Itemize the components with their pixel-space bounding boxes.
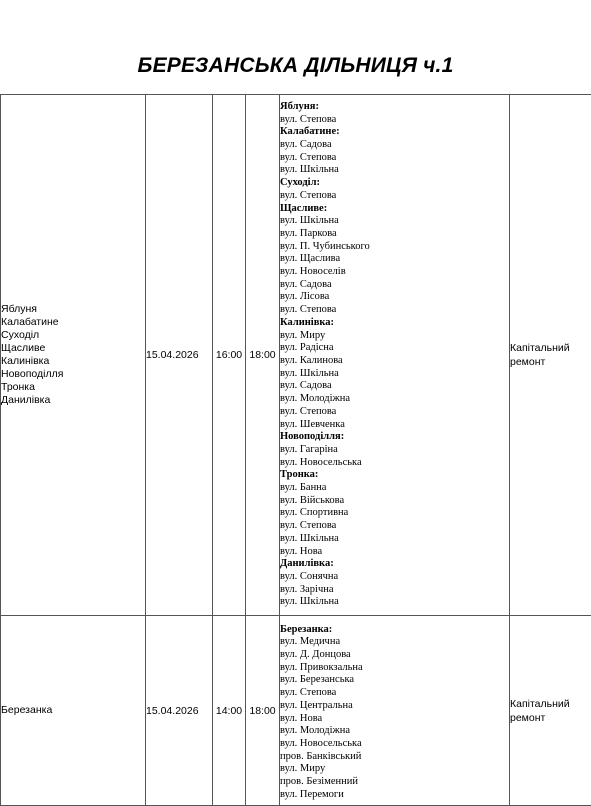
street-name: вул. Центральна	[280, 700, 509, 713]
village-name: Данилівка	[1, 394, 145, 407]
date-cell: 15.04.2026	[146, 616, 213, 806]
street-name: вул. Новосельська	[280, 738, 509, 751]
street-name: вул. Шкільна	[280, 215, 509, 228]
street-name: вул. Перемоги	[280, 789, 509, 802]
street-name: вул. Молодіжна	[280, 393, 509, 406]
streets-cell	[280, 616, 510, 806]
street-name: вул. Степова	[280, 190, 509, 203]
village-name: Калинівка	[1, 355, 145, 368]
street-name: вул. Новосельська	[280, 457, 509, 470]
street-name: вул. Молодіжна	[280, 725, 509, 738]
street-name: вул. Березанська	[280, 674, 509, 687]
reason-text: ремонт	[510, 355, 591, 369]
reason-text: Капітальний	[510, 697, 591, 711]
villages-cell	[1, 616, 146, 806]
table-row	[1, 95, 591, 616]
street-name: вул. Лісова	[280, 291, 509, 304]
street-name: вул. Спортивна	[280, 507, 509, 520]
street-name: вул. Шкільна	[280, 368, 509, 381]
reason-cell	[510, 95, 591, 616]
reason-cell	[510, 616, 591, 806]
settlement-heading: Новоподілля:	[280, 431, 509, 444]
settlement-heading: Калинівка:	[280, 317, 509, 330]
street-name: вул. Шкільна	[280, 596, 509, 609]
villages-cell	[1, 95, 146, 616]
village-name: Березанка	[1, 704, 145, 717]
street-name: вул. Медична	[280, 636, 509, 649]
street-name: вул. Степова	[280, 406, 509, 419]
settlement-heading: Калабатине:	[280, 126, 509, 139]
settlement-heading: Березанка:	[280, 624, 509, 637]
street-name: вул. Привокзальна	[280, 662, 509, 675]
street-name: вул. Шкільна	[280, 533, 509, 546]
street-name: вул. Калинова	[280, 355, 509, 368]
reason-text: Капітальний	[510, 341, 591, 355]
village-name: Щасливе	[1, 342, 145, 355]
village-name: Суходіл	[1, 329, 145, 342]
street-name: вул. Шкільна	[280, 164, 509, 177]
street-name: вул. Степова	[280, 152, 509, 165]
village-name: Калабатине	[1, 316, 145, 329]
street-name: вул. Радісна	[280, 342, 509, 355]
street-name: вул. Миру	[280, 763, 509, 776]
street-name: пров. Безіменний	[280, 776, 509, 789]
streets-cell	[280, 95, 510, 616]
street-name: вул. Д. Донцова	[280, 649, 509, 662]
street-name: вул. П. Чубинського	[280, 241, 509, 254]
village-name: Яблуня	[1, 303, 145, 316]
street-name: пров. Банківський	[280, 751, 509, 764]
village-name: Новоподілля	[1, 368, 145, 381]
date-cell: 15.04.2026	[146, 95, 213, 616]
street-name: вул. Військова	[280, 495, 509, 508]
street-name: вул. Садова	[280, 279, 509, 292]
street-name: вул. Степова	[280, 304, 509, 317]
settlement-heading: Данилівка:	[280, 558, 509, 571]
street-name: вул. Садова	[280, 139, 509, 152]
street-name: вул. Шевченка	[280, 419, 509, 432]
street-name: вул. Паркова	[280, 228, 509, 241]
street-name: вул. Миру	[280, 330, 509, 343]
settlement-heading: Щасливе:	[280, 203, 509, 216]
street-name: вул. Щаслива	[280, 253, 509, 266]
time-to-cell: 18:00	[246, 95, 280, 616]
street-name: вул. Сонячна	[280, 571, 509, 584]
settlement-heading: Суходіл:	[280, 177, 509, 190]
outage-schedule-table	[0, 94, 591, 806]
time-from-cell: 16:00	[213, 95, 246, 616]
village-name: Тронка	[1, 381, 145, 394]
street-name: вул. Степова	[280, 114, 509, 127]
street-name: вул. Банна	[280, 482, 509, 495]
street-name: вул. Садова	[280, 380, 509, 393]
street-name: вул. Степова	[280, 687, 509, 700]
page-title: БЕРЕЗАНСЬКА ДІЛЬНИЦЯ ч.1	[0, 54, 591, 78]
street-name: вул. Степова	[280, 520, 509, 533]
time-from-cell: 14:00	[213, 616, 246, 806]
street-name: вул. Нова	[280, 546, 509, 559]
street-name: вул. Новоселів	[280, 266, 509, 279]
reason-text: ремонт	[510, 711, 591, 725]
street-name: вул. Нова	[280, 713, 509, 726]
street-name: вул. Гагаріна	[280, 444, 509, 457]
settlement-heading: Тронка:	[280, 469, 509, 482]
table-row	[1, 616, 591, 806]
time-to-cell: 18:00	[246, 616, 280, 806]
street-name: вул. Зарічна	[280, 584, 509, 597]
settlement-heading: Яблуня:	[280, 101, 509, 114]
